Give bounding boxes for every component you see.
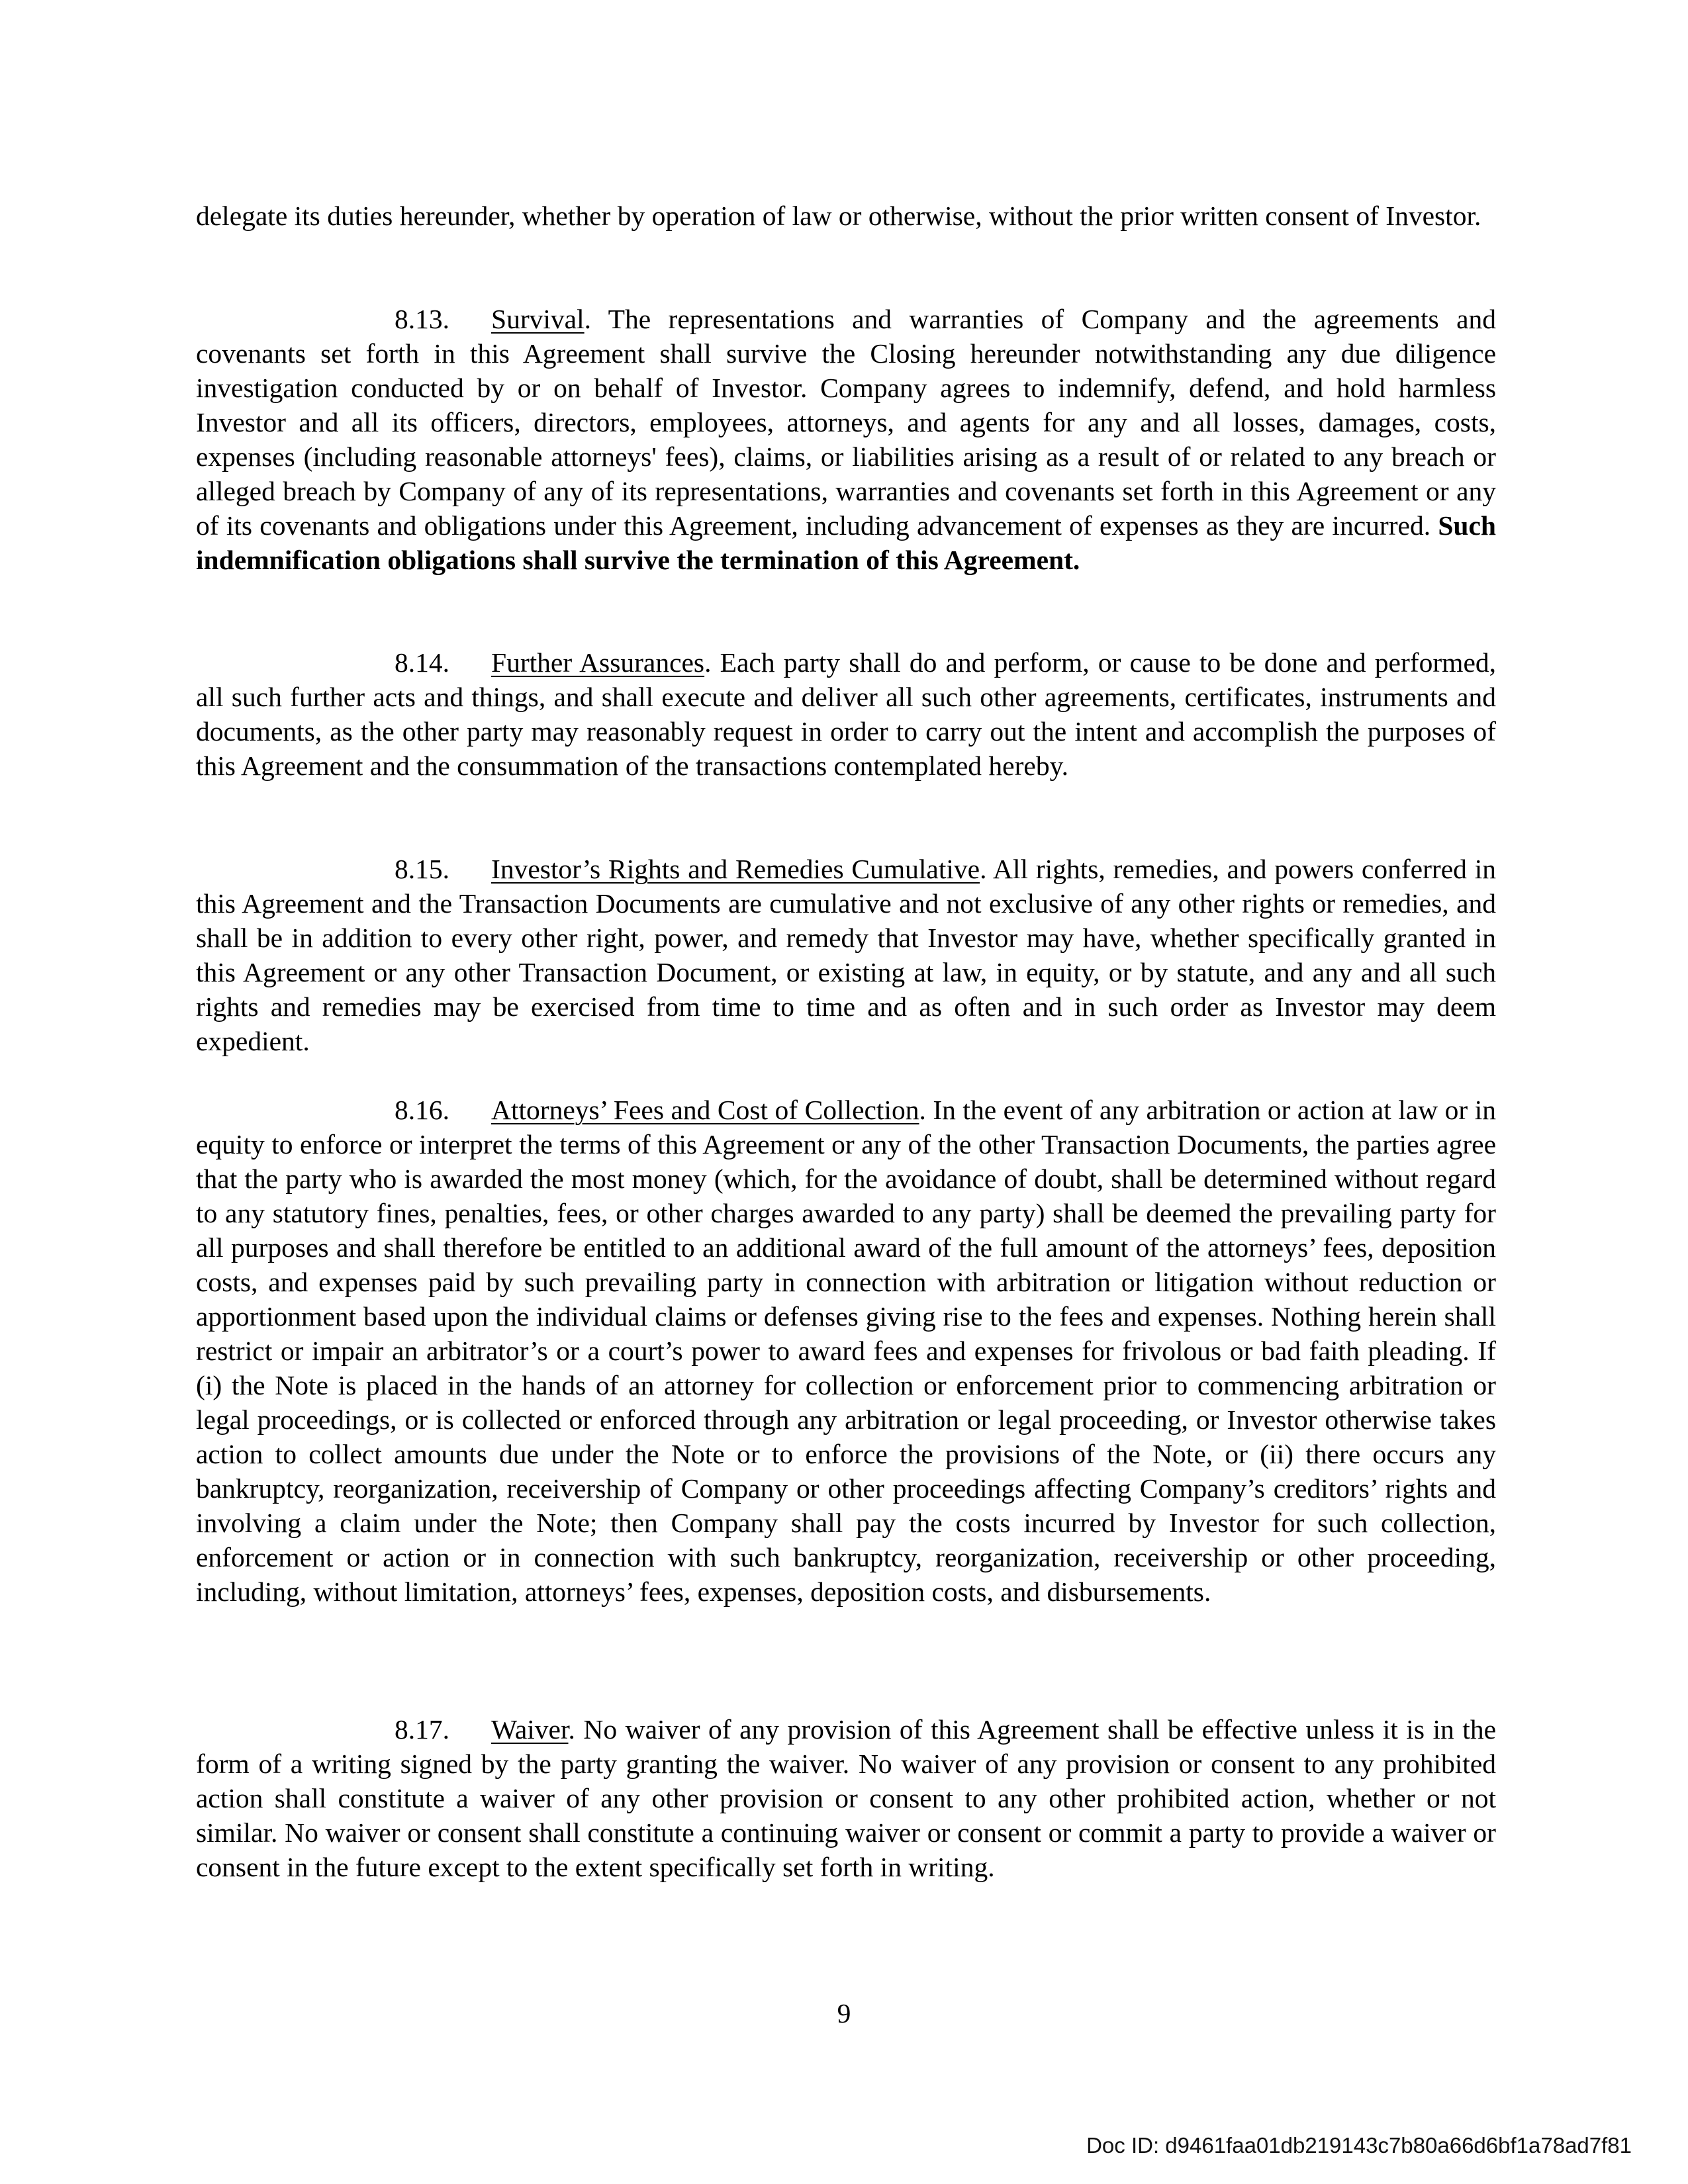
section-8-13 <box>196 302 1496 577</box>
section-heading: Further Assurances <box>491 647 705 678</box>
section-number: 8.13. <box>395 304 449 334</box>
section-number: 8.15. <box>395 854 449 884</box>
section-number: 8.17. <box>395 1714 449 1745</box>
section-8-17 <box>196 1712 1496 1884</box>
section-heading: Attorneys’ Fees and Cost of Collection <box>491 1095 919 1125</box>
section-8-14 <box>196 645 1496 783</box>
doc-id: Doc ID: d9461faa01db219143c7b80a66d6bf1a78ad7f81 <box>1086 2133 1632 2158</box>
section-number: 8.14. <box>395 647 449 678</box>
page-number: 9 <box>837 1998 851 2028</box>
section-heading: Waiver <box>491 1714 569 1745</box>
section-body: . Each party shall do and perform, or cause to be done and performed, all such further acts and things, and shall execute and deliver all such other agreements, certificates, instruments and documents, as the other party may reasonably request in order to carry out the intent and accomplish the purposes of this Agreement and the consummation of the transactions contemplated hereby. <box>196 647 1496 781</box>
section-8-15 <box>196 852 1496 1058</box>
section-body: . In the event of any arbitration or action at law or in equity to enforce or interpret the terms of this Agreement or any of the other Transaction Documents, the parties agree that the party who is awarded the most money (which, for the avoidance of doubt, shall be determined without regard to any statutory fines, penalties, fees, or other charges awarded to any party) shall be deemed the prevailing party for all purposes and shall therefore be entitled to an additional award of the full amount of the attorneys’ fees, deposition costs, and expenses paid by such prevailing party in connection with arbitration or litigation without reduction or apportionment based upon the individual claims or defenses giving rise to the fees and expenses. Nothing herein shall restrict or impair an arbitrator’s or a court’s power to award fees and expenses for frivolous or bad faith pleading. If (i) the Note is placed in the hands of an attorney for collection or enforcement prior to commencing arbitration or legal proceedings, or is collected or enforced through any arbitration or legal proceeding, or Investor otherwise takes action to collect amounts due under the Note or to enforce the provisions of the Note, or (ii) there occurs any bankruptcy, reorganization, receivership of Company or other proceedings affecting Company’s creditors’ rights and involving a claim under the Note; then Company shall pay the costs incurred by Investor for such collection, enforcement or action or in connection with such bankruptcy, reorganization, receivership or other proceeding, including, without limitation, attorneys’ fees, expenses, deposition costs, and disbursements. <box>196 1095 1496 1607</box>
section-body: . No waiver of any provision of this Agreement shall be effective unless it is in the form of a writing signed by the party granting the waiver. No waiver of any provision or consent to any prohibited action shall constitute a waiver of any other provision or consent to any other prohibited action, whether or not similar. No waiver or consent shall constitute a continuing waiver or consent or commit a party to provide a waiver or consent in the future except to the extent specifically set forth in writing. <box>196 1714 1496 1882</box>
section-heading: Survival <box>491 304 585 334</box>
section-heading: Investor’s Rights and Remedies Cumulative <box>491 854 980 884</box>
section-number: 8.16. <box>395 1095 449 1125</box>
section-body: . The representations and warranties of Company and the agreements and covenants set forth in this Agreement shall survive the Closing hereunder notwithstanding any due diligence investigation conducted by or on behalf of Investor. Company agrees to indemnify, defend, and hold harmless Investor and all its officers, directors, employees, attorneys, and agents for any and all losses, damages, costs, expenses (including reasonable attorneys' fees), claims, or liabilities arising as a result of or related to any breach or alleged breach by Company of any of its representations, warranties and covenants set forth in this Agreement or any of its covenants and obligations under this Agreement, including advancement of expenses as they are incurred. <box>196 304 1496 541</box>
section-bold-text: Such indemnification obligations shall survive the termination of this Agreement. <box>196 510 1496 575</box>
section-8-16 <box>196 1093 1496 1609</box>
section-body: . All rights, remedies, and powers conferred in this Agreement and the Transaction Documents are cumulative and not exclusive of any other rights or remedies, and shall be in addition to every other right, power, and remedy that Investor may have, whether specifically granted in this Agreement or any other Transaction Document, or existing at law, in equity, or by statute, and any and all such rights and remedies may be exercised from time to time and as often and in such order as Investor may deem expedient. <box>196 854 1496 1056</box>
continuation-paragraph: delegate its duties hereunder, whether by operation of law or otherwise, without the prior written consent of Investor. <box>196 201 1481 231</box>
